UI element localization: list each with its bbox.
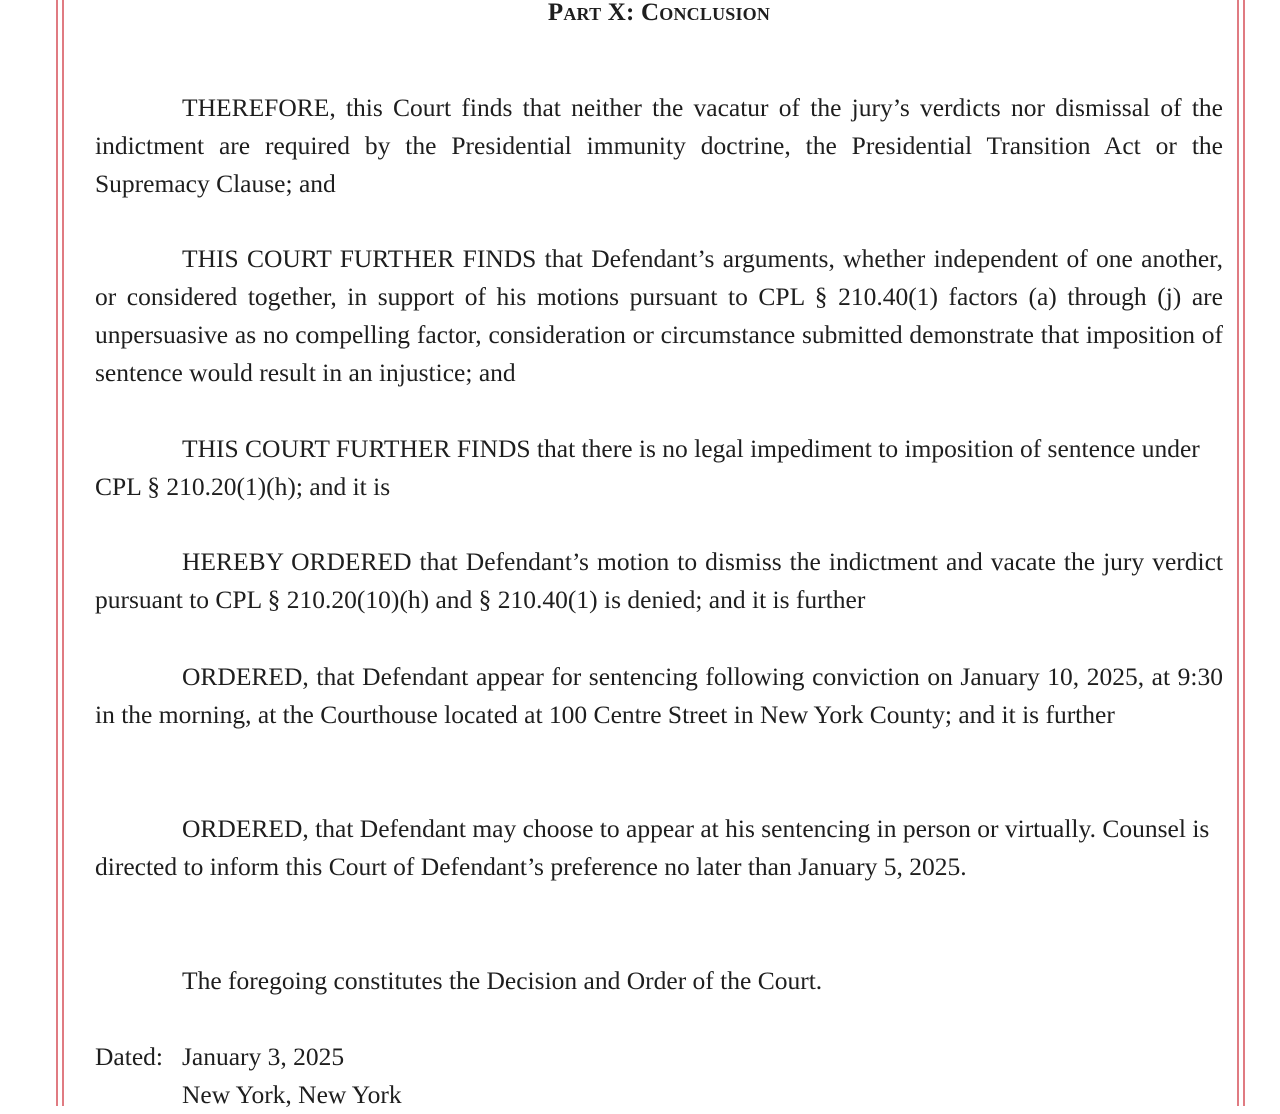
paragraph-further-finds-impediment: THIS COURT FURTHER FINDS that there is no legal impediment to imposition of sentence under CPL § 210.20(1)(h); and it is [95, 434, 1200, 501]
page-border-left-inner [62, 0, 64, 1106]
dated-value: January 3, 2025 [182, 1042, 345, 1071]
section-heading: Part X: Conclusion [547, 0, 771, 26]
paragraph-ordered-sentencing: ORDERED, that Defendant appear for sentencing following conviction on January 10, 2025, at 9:30 in the morning, at the Courthouse located at 100 Centre Street in New York County; and it is further [95, 662, 1223, 729]
paragraph-hereby-ordered: HEREBY ORDERED that Defendant’s motion to dismiss the indictment and vacate the jury verdict pursuant to CPL § 210.20(10)(h) and § 210.40(1) is denied; and it is further [95, 547, 1223, 614]
page-border-left-outer [56, 0, 58, 1106]
page-border-right-outer [1243, 0, 1245, 1106]
paragraph-further-finds-arguments: THIS COURT FURTHER FINDS that Defendant’s arguments, whether independent of one another, or considered together, in support of his motions pursuant to CPL § 210.40(1) factors (a) through (j) are unpersuasive as no compelling factor, consideration or circumstance submitted demonstrate that imposition of sentence would result in an injustice; and [95, 244, 1223, 387]
dated-place: New York, New York [182, 1080, 402, 1109]
page-border-right-inner [1237, 0, 1239, 1106]
paragraph-ordered-appearance: ORDERED, that Defendant may choose to appear at his sentencing in person or virtually. Counsel is directed to inform this Court of Defendant’s preference no later than January 5, 2025. [95, 814, 1210, 881]
dated-label: Dated: [95, 1042, 163, 1071]
paragraph-therefore: THEREFORE, this Court finds that neither the vacatur of the jury’s verdicts nor dismissal of the indictment are required by the Presidential immunity doctrine, the Presidential Transition Act or the Supremacy Clause; and [95, 93, 1223, 198]
dated-line [95, 1038, 344, 1076]
closing-statement: The foregoing constitutes the Decision and Order of the Court. [182, 966, 823, 995]
